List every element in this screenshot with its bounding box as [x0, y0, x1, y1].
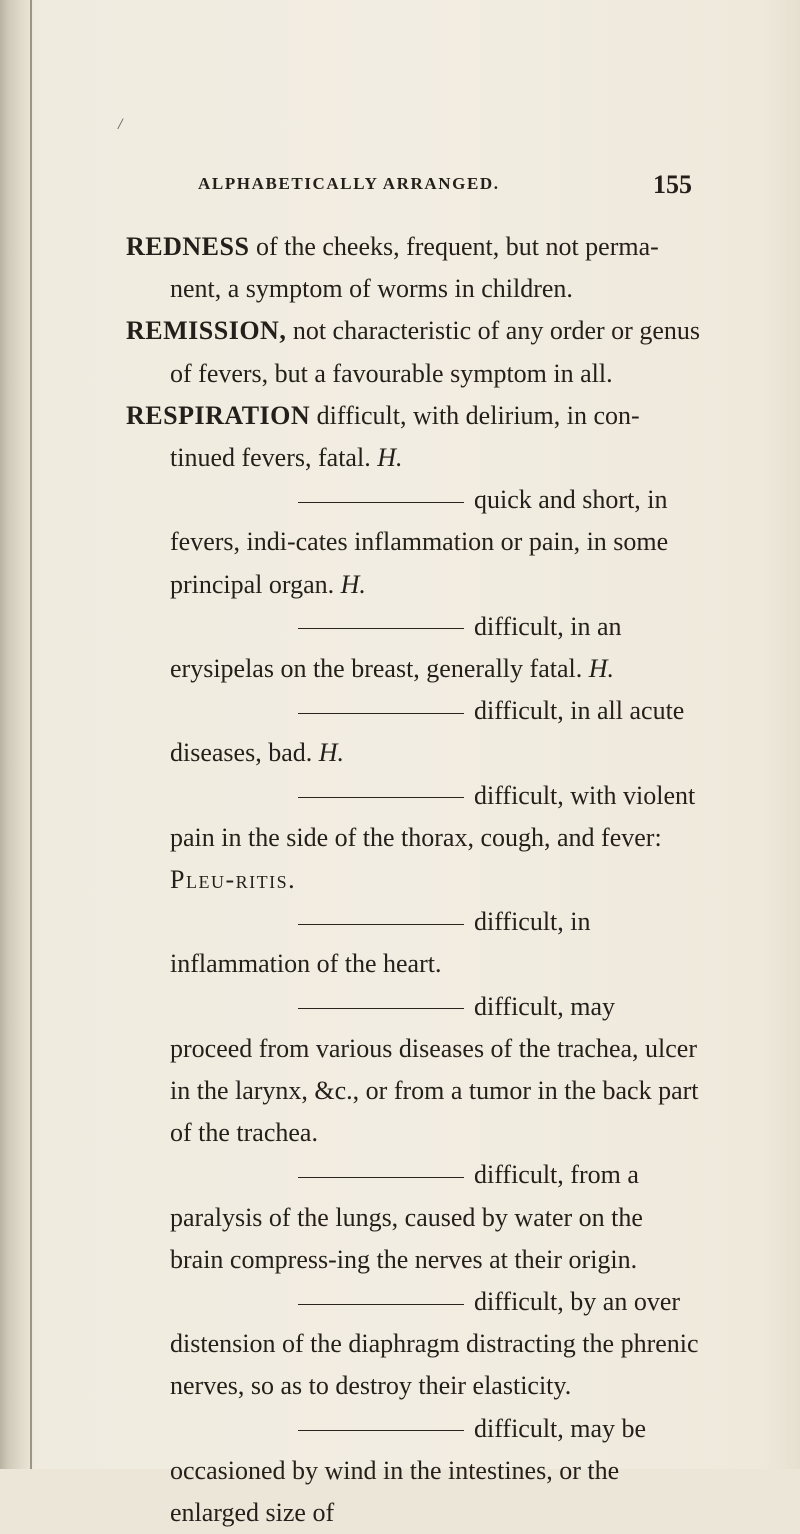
entry-text: difficult, with delirium, in con-tinued fevers, fatal.: [170, 400, 640, 473]
entry-respiration-sub: [126, 901, 702, 985]
ditto-dash: [298, 1177, 464, 1178]
entry-term: REMISSION,: [126, 316, 287, 346]
entry-text: difficult, with violent pain in the side of the thorax, cough, and fever:: [170, 780, 696, 852]
entry-respiration-sub: [126, 1281, 702, 1408]
entry-text: quick and short, in fevers, indi-cates inflammation or pain, in some principal organ.: [170, 485, 669, 599]
source-mark: H.: [340, 569, 366, 599]
entry-text: difficult, in all acute diseases, bad.: [170, 696, 685, 768]
running-title: ALPHABETICALLY ARRANGED.: [198, 174, 500, 193]
ditto-dash: [298, 713, 464, 714]
entry-respiration-sub: [126, 690, 702, 774]
entry-respiration-sub: [126, 606, 702, 690]
entry-respiration-sub: [126, 479, 702, 606]
entry-text: difficult, by an over distension of the diaphragm distracting the phrenic nerves, so as to destroy their elasticity.: [170, 1287, 699, 1401]
ditto-dash: [298, 924, 464, 925]
stray-mark: /: [118, 116, 123, 133]
ditto-dash: [298, 1304, 464, 1305]
ditto-dash: [298, 797, 464, 798]
entry-text: of the cheeks, frequent, but not perma-nent, a symptom of worms in children.: [170, 232, 659, 304]
cross-reference: Pleu-ritis.: [170, 865, 297, 895]
ditto-dash: [298, 1008, 464, 1009]
ditto-dash: [298, 628, 464, 629]
page-number: 155: [653, 170, 692, 199]
page-binding-edge: [0, 0, 34, 1469]
entry-text: difficult, may proceed from various diseases of the trachea, ulcer in the larynx, &c., or from a tumor in the back part of the trachea.: [170, 991, 699, 1148]
entry-text: difficult, in inflammation of the heart.: [170, 907, 591, 979]
entry-respiration-sub: [126, 1154, 702, 1281]
entry-text: difficult, may be occasioned by wind in the intestines, or the enlarged size of: [170, 1413, 647, 1528]
body-text: [126, 226, 702, 1534]
entry-respiration-sub: [126, 986, 702, 1155]
source-mark: H.: [318, 738, 345, 768]
entry-respiration: [126, 395, 702, 479]
binding-line: [30, 0, 32, 1469]
entry-text: difficult, in an erysipelas on the breast, generally fatal.: [170, 611, 622, 684]
ditto-dash: [298, 502, 464, 503]
source-mark: H.: [377, 443, 403, 473]
entry-redness: [126, 226, 702, 310]
entry-respiration-sub: [126, 775, 702, 902]
source-mark: H.: [588, 654, 614, 684]
entry-respiration-sub: [126, 1408, 702, 1534]
entry-term: REDNESS: [126, 232, 250, 261]
entry-text: not characteristic of any order or genus of fevers, but a favourable symptom in all.: [170, 316, 700, 388]
page-header: [198, 170, 692, 200]
entry-text: difficult, from a paralysis of the lungs, caused by water on the brain compress-ing the nerves at their origin.: [170, 1160, 643, 1274]
entry-term: RESPIRATION: [126, 400, 311, 430]
entry-remission: [126, 310, 702, 394]
ditto-dash: [298, 1430, 464, 1431]
